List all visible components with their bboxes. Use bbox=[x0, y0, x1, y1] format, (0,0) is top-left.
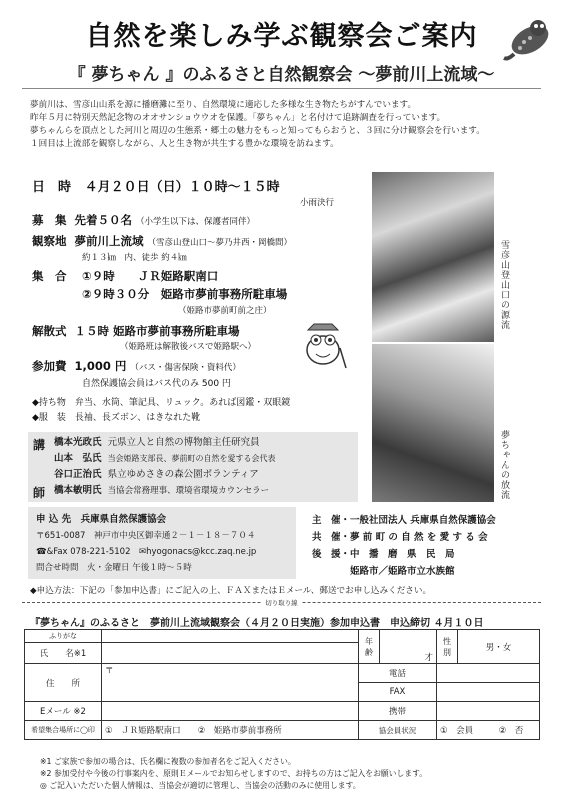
phone-input[interactable] bbox=[437, 664, 540, 683]
recruit-value: 先着５０名 bbox=[74, 213, 133, 227]
member-status-options[interactable]: ① 会員 ② 否 bbox=[437, 721, 540, 740]
bring-list: ◆持ち物 弁当、水筒、筆記具、リュック。あれば図鑑・双眼鏡 bbox=[32, 398, 291, 408]
photo-caption: 雪彦山登山口の源流 bbox=[499, 240, 509, 330]
frog-mascot-icon bbox=[298, 320, 348, 372]
speaker-row: 橋本光政氏 元県立人と自然の博物館主任研究員 bbox=[54, 437, 260, 448]
fee-member-note: 自然保護協会員はバス代のみ 500 円 bbox=[82, 379, 231, 389]
name-input[interactable] bbox=[102, 643, 359, 664]
date-row bbox=[32, 176, 280, 195]
date-value: ４月２０日（日）１０時～１５時 bbox=[84, 180, 280, 195]
fee-row bbox=[32, 358, 241, 374]
speakers-list bbox=[54, 435, 276, 499]
application-method-note: ◆申込方法：下記の「参加申込書」にご記入の上、ＦＡＸまたはＥメール、郵送でお申し込みください。 bbox=[30, 586, 432, 596]
cut-line-label: 切り取り線 bbox=[261, 599, 302, 607]
member-status-label: 協会員状況 bbox=[359, 721, 437, 740]
fax-label: FAX bbox=[359, 683, 437, 702]
mobile-label: 携帯 bbox=[359, 702, 437, 721]
sponsor-line: 共 催・夢 前 町 の 自 然 を 愛 す る 会 bbox=[312, 532, 488, 543]
apply-contact: ☎&Fax 078-221-5102 ✉hyogonacs@kcc.zaq.ne.jp bbox=[36, 547, 257, 557]
footnotes bbox=[40, 756, 427, 792]
email-input[interactable] bbox=[102, 702, 359, 721]
site-note: （雪彦山登山口～夢乃井西・岡橋間） bbox=[147, 238, 293, 248]
address-input[interactable] bbox=[102, 664, 359, 702]
site-value: 夢前川上流域 bbox=[74, 234, 144, 248]
divider bbox=[22, 88, 541, 89]
sponsors-list bbox=[312, 512, 496, 580]
intro-line: 夢前川は、雪彦山山系を源に播磨灘に至り、自然環境に適応した多様な生き物たちがすんでいます。 bbox=[30, 100, 417, 110]
dismiss-value: １５時 姫路市夢前事務所駐車場 bbox=[74, 324, 240, 338]
footnote: ※2 参加受付や今後の行事案内を、原則Ｅメールでお知らせしますので、お持ちの方はご記入をお願いします。 bbox=[40, 769, 428, 778]
email-label: Eメール ※2 bbox=[25, 702, 102, 721]
meet-label: 集 合 bbox=[32, 269, 67, 283]
speaker-row: 橋本敏明氏 当協会常務理事、環境省環境カウンセラー bbox=[54, 485, 270, 496]
application-form bbox=[24, 629, 540, 740]
sex-options[interactable]: 男・女 bbox=[458, 630, 540, 664]
apply-title: 申 込 先 兵庫県自然保護協会 bbox=[36, 514, 167, 525]
dismiss-note: （姫路班は解散後バスで姫路駅へ） bbox=[120, 342, 257, 352]
sponsor-line: 姫路市／姫路市立水族館 bbox=[312, 566, 455, 577]
application-info bbox=[36, 512, 256, 576]
dismiss-label: 解散式 bbox=[32, 324, 67, 338]
fee-label: 参加費 bbox=[32, 359, 67, 373]
phone-label: 電話 bbox=[359, 664, 437, 683]
speakers-label: 講 bbox=[33, 438, 46, 452]
recruit-label: 募 集 bbox=[32, 213, 67, 227]
date-label: 日 時 bbox=[32, 180, 72, 195]
intro-line: 夢ちゃんらを頂点とした河川と周辺の生態系・郷土の魅力をもっと知ってもらおうと、３回に分け観察会を行います。 bbox=[30, 126, 485, 136]
name-label: 氏 名※1 bbox=[25, 643, 102, 664]
site-label: 観察地 bbox=[32, 234, 67, 248]
age-input[interactable]: 才 bbox=[380, 630, 437, 664]
footnote: ※1 ご家族で参加の場合は、氏名欄に複数の参加者名をご記入ください。 bbox=[40, 757, 296, 766]
meet-option-2: ②９時３０分 姫路市夢前事務所駐車場 bbox=[82, 287, 288, 301]
intro-line: １回目は上流部を観察しながら、人と生き物が共生する豊かな環境を訪ねます。 bbox=[30, 139, 339, 149]
postal-mark: 〒 bbox=[105, 666, 114, 676]
photo-caption: 夢ちゃんの放流 bbox=[499, 430, 509, 500]
salamander-mascot-icon bbox=[500, 10, 556, 66]
page-subtitle: 『 夢ちゃん 』のふるさと自然観察会 ～夢前川上流域～ bbox=[68, 65, 495, 85]
furigana-label: ふりがな bbox=[25, 630, 102, 643]
intro-text bbox=[30, 99, 538, 151]
age-label: 年 齢 bbox=[359, 630, 380, 664]
recruit-note: （小学生以下は、保護者同伴） bbox=[136, 217, 256, 227]
apply-address: 〒651-0087 神戸市中央区御幸通２－１－１８－７０４ bbox=[36, 531, 256, 541]
furigana-input[interactable] bbox=[102, 630, 359, 643]
fee-value: 1,000 円 bbox=[74, 359, 127, 373]
speaker-row: 山本 弘氏 当会姫路支部長、夢前町の自然を愛する会代表 bbox=[54, 453, 276, 464]
fax-input[interactable] bbox=[437, 683, 540, 702]
address-label: 住 所 bbox=[25, 664, 102, 702]
intro-line: 昨年５月に特別天然記念物のオオサンショウウオを保護。「夢ちゃん」と名付けて追跡調査を行っています。 bbox=[30, 113, 446, 123]
sponsor-line: 主 催・一般社団法人 兵庫県自然保護協会 bbox=[312, 515, 496, 526]
meet-option-1: ①９時 ＪＲ姫路駅南口 bbox=[82, 269, 219, 283]
form-title: 『夢ちゃん』のふるさと 夢前川上流域観察会（４月２０日実施）参加申込書 申込締切 ４月１０日 bbox=[30, 618, 484, 629]
meeting-place-label: 希望集合場所に◯印 bbox=[25, 721, 102, 740]
sponsor-line: 後 援・中 播 磨 県 民 局 bbox=[312, 549, 455, 560]
recruit-row bbox=[32, 212, 255, 228]
apply-hours: 問合せ時間 火・金曜日 午後１時～５時 bbox=[36, 563, 192, 573]
footnote: ◎ ご記入いただいた個人情報は、当協会が適切に管理し、当協会の活動のみに使用します。 bbox=[40, 781, 361, 790]
site-row bbox=[32, 233, 292, 249]
site-distance: 約１３㎞ 内、徒歩 約４㎞ bbox=[82, 253, 187, 263]
speaker-row: 谷口正治氏 県立ゆめさきの森公園ボランティア bbox=[54, 469, 259, 480]
rain-note: 小雨決行 bbox=[300, 198, 335, 208]
meet2-note: （姫路市夢前町前之庄） bbox=[178, 306, 272, 316]
meeting-place-options[interactable]: ① ＪＲ姫路駅南口 ② 姫路市夢前事務所 bbox=[102, 721, 359, 740]
fee-note: （バス・傷害保険・資料代） bbox=[130, 363, 241, 373]
river-source-photo bbox=[372, 172, 494, 342]
dismiss-row bbox=[32, 323, 240, 339]
clothes-list: ◆服 装 長袖、長ズボン、はきなれた靴 bbox=[32, 413, 201, 423]
page-title: 自然を楽しみ学ぶ観察会ご案内 bbox=[85, 21, 478, 52]
sex-label: 性 別 bbox=[437, 630, 458, 664]
release-photo bbox=[372, 344, 494, 502]
speakers-label: 師 bbox=[33, 486, 46, 500]
mobile-input[interactable] bbox=[437, 702, 540, 721]
